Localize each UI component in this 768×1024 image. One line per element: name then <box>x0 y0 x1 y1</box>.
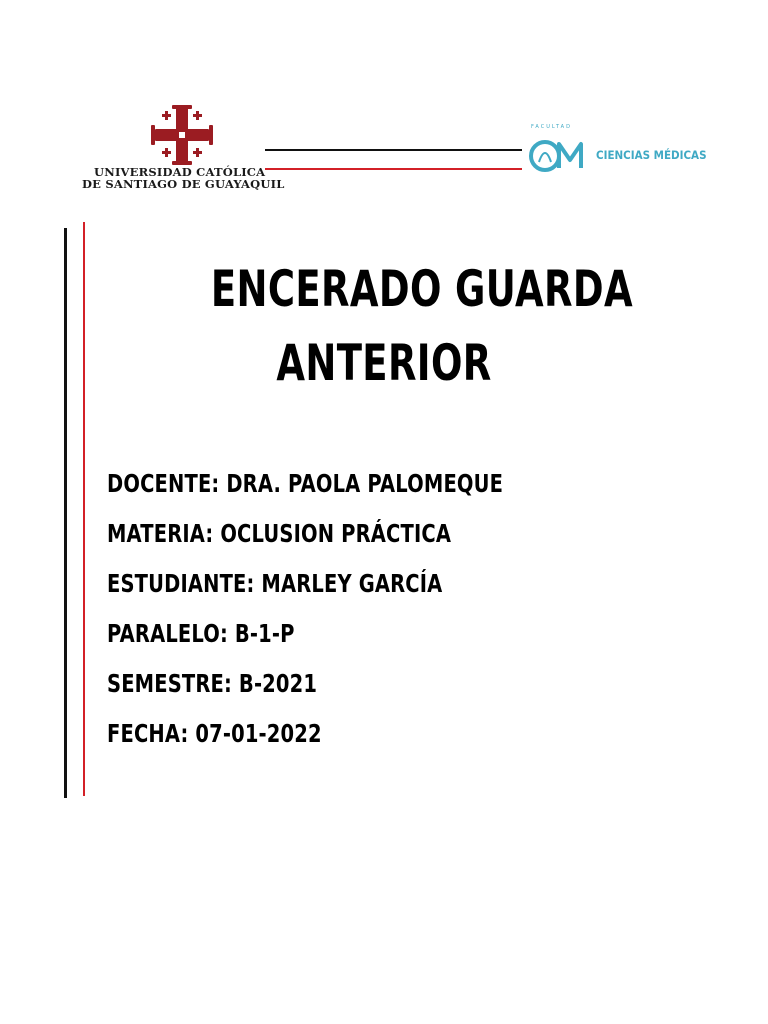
university-name <box>82 166 292 190</box>
side-black-line <box>64 228 67 798</box>
detail-semestre: SEMESTRE: B-2021 <box>107 669 318 698</box>
faculty-label: FACULTAD <box>531 124 572 130</box>
side-red-line <box>83 222 85 796</box>
detail-materia: MATERIA: OCLUSION PRÁCTICA <box>107 519 452 548</box>
detail-fecha: FECHA: 07-01-2022 <box>107 719 322 748</box>
university-name-line2: DE SANTIAGO DE GUAYAQUIL <box>82 177 285 191</box>
document-title <box>210 252 633 400</box>
detail-estudiante: ESTUDIANTE: MARLEY GARCÍA <box>107 569 443 598</box>
header-black-divider <box>265 149 522 151</box>
university-crest-icon <box>150 104 214 166</box>
header-red-divider <box>265 168 522 170</box>
document-details <box>107 464 667 764</box>
detail-paralelo: PARALELO: B-1-P <box>107 619 295 648</box>
title-line-2: ANTERIOR <box>276 334 492 392</box>
university-name-line1: UNIVERSIDAD CATÓLICA <box>94 165 266 179</box>
detail-docente: DOCENTE: DRA. PAOLA PALOMEQUE <box>107 469 504 498</box>
title-line-1: ENCERADO GUARDA <box>210 260 633 318</box>
faculty-name: CIENCIAS MÉDICAS <box>596 148 707 162</box>
